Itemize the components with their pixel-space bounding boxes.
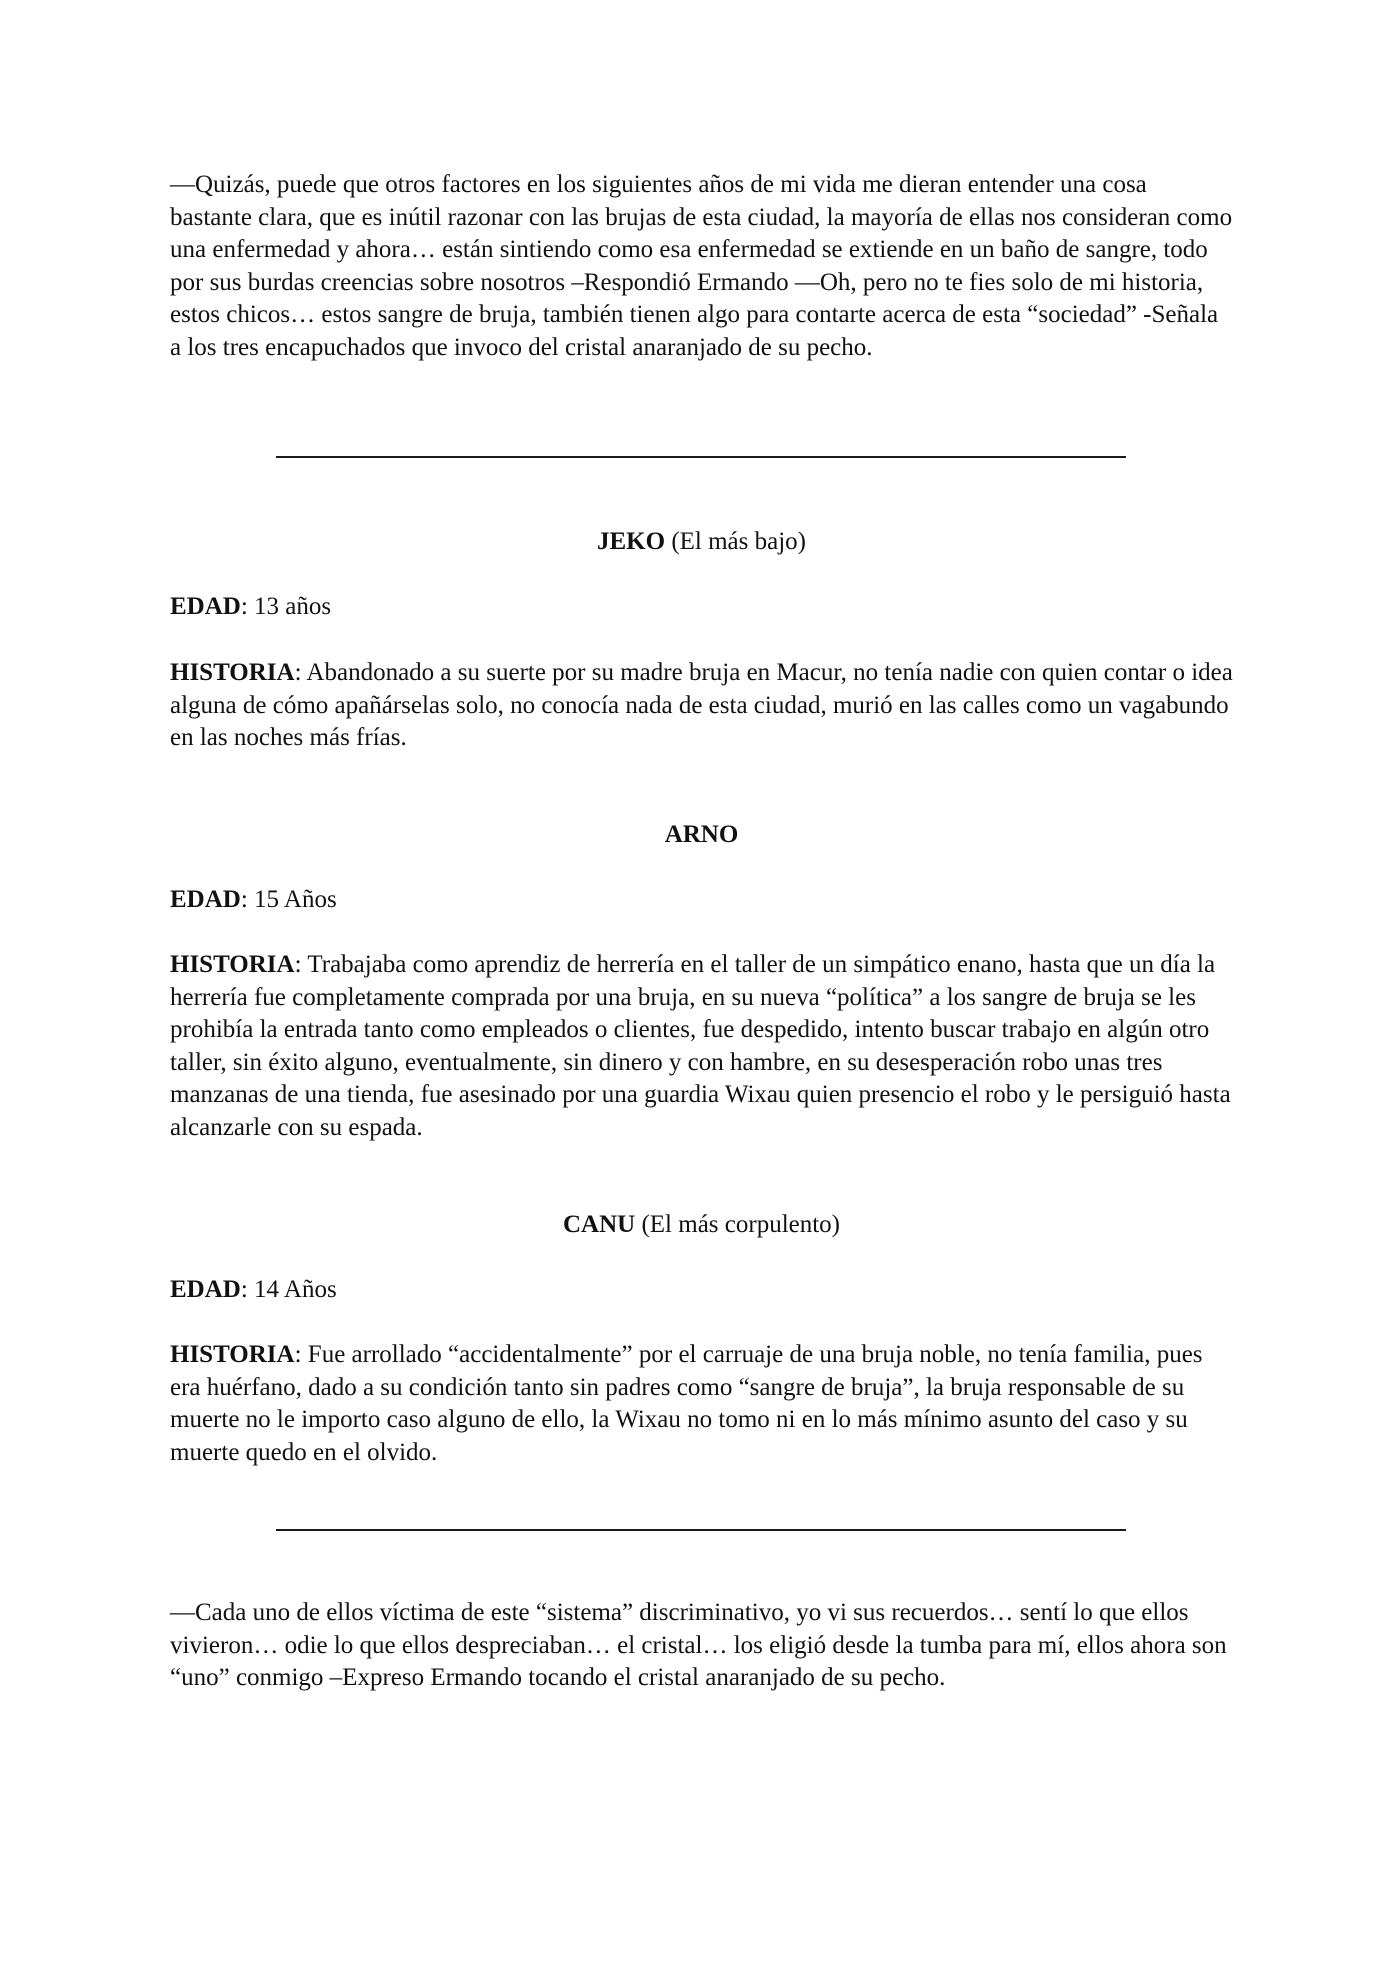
history-text-jeko: Abandonado a su suerte por su madre bruja en Macur, no tenía nadie con quien contar o idea alguna de cómo apañárselas solo, no conocía nada de esta ciudad, murió en las calles como un vagabundo en las noches más frías. [170,659,1233,752]
intro-paragraph: —Quizás, puede que otros factores en los siguientes años de mi vida me dieran entender una cosa bastante clara, que es inútil razonar con las brujas de esta ciudad, la mayoría de ellas nos consideran como una enfermedad y ahora… están sintiendo como esa enfermedad se extiende en un baño de sangre, todo por sus burdas creencias sobre nosotros –Respondió Ermando —Oh, pero no te fies solo de mi historia, estos chicos… estos sangre de bruja, también tienen algo para contarte acerca de esta “sociedad” -Señala a los tres encapuchados que invoco del cristal anaranjado de su pecho. [170,171,1233,361]
character-heading-arno [170,819,1233,852]
history-paragraph-arno [170,949,1233,1145]
history-paragraph-canu [170,1339,1233,1469]
history-colon: : [294,951,302,978]
age-label: EDAD [170,593,241,620]
section-divider-top [276,456,1126,458]
character-name-jeko: JEKO [596,528,666,555]
character-heading-canu [170,1209,1233,1242]
character-name-canu: CANU [562,1211,636,1238]
history-text-canu: Fue arrollado “accidentalmente” por el carruaje de una bruja noble, no tenía familia, pues era huérfano, dado a su condición tanto sin padres como “sangre de bruja”, la bruja responsable de su muerte no le importo caso alguno de ello, la Wixau no tomo ni en lo más mínimo asunto del caso y su muerte quedo en el olvido. [170,1341,1203,1466]
history-label: HISTORIA [170,951,295,978]
history-colon: : [294,1341,302,1368]
age-value-jeko: 13 años [247,593,332,620]
history-label: HISTORIA [170,659,295,686]
history-label: HISTORIA [170,1341,295,1368]
age-line-jeko [170,591,331,624]
age-value-arno: 15 Años [247,886,337,913]
character-name-arno: ARNO [664,821,739,848]
age-colon: : [240,593,248,620]
history-colon: : [294,659,302,686]
history-paragraph-jeko [170,657,1233,755]
age-colon: : [240,1276,248,1303]
age-label: EDAD [170,1276,241,1303]
character-note-canu: (El más corpulento) [635,1211,841,1238]
section-divider-bottom [276,1529,1126,1531]
character-heading-jeko [170,526,1233,559]
age-line-canu [170,1274,337,1307]
closing-paragraph: —Cada uno de ellos víctima de este “sistema” discriminativo, yo vi sus recuerdos… sentí lo que ellos vivieron… odie lo que ellos despreciaban… el cristal… los eligió desde la tumba para mí, ellos ahora son “uno” conmigo –Expreso Ermando tocando el cristal anaranjado de su pecho. [170,1599,1227,1692]
age-colon: : [240,886,248,913]
character-note-jeko: (El más bajo) [665,528,806,555]
history-text-arno: Trabajaba como aprendiz de herrería en el taller de un simpático enano, hasta que un día la herrería fue completamente comprada por una bruja, en su nueva “política” a los sangre de bruja se les prohibía la entrada tanto como empleados o clientes, fue despedido, intento buscar trabajo en algún otro taller, sin éxito alguno, eventualmente, sin dinero y con hambre, en su desesperación robo unas tres manzanas de una tienda, fue asesinado por una guardia Wixau quien presencio el robo y le persiguió hasta alcanzarle con su espada. [170,951,1231,1141]
age-line-arno [170,884,337,917]
age-value-canu: 14 Años [247,1276,337,1303]
age-label: EDAD [170,886,241,913]
